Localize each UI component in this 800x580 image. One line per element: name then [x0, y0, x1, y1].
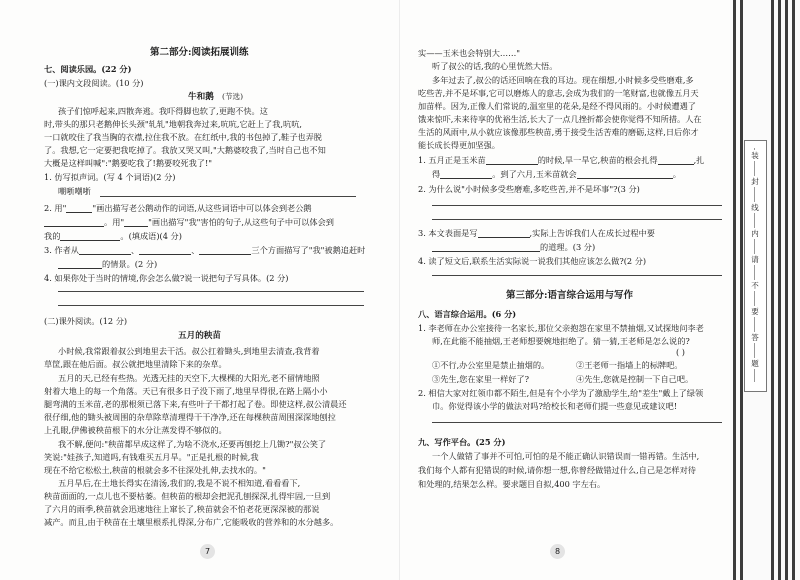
story-title: 牛和鹅: [188, 92, 214, 102]
passage-line: 腿弯满的玉米苗,老的那根须已落下来,有些叶子干都打起了卷。即使这样,叔公清晨还: [44, 399, 347, 409]
stripe: [740, 0, 743, 580]
blank[interactable]: [577, 170, 673, 179]
r-question-1-cont: 得 。到了六月,玉米苗就会 。: [432, 169, 681, 179]
binding-char: 线: [749, 202, 761, 213]
binding-char: 装: [749, 150, 761, 161]
section-9-heading: 九、写作平台。(25 分): [418, 437, 506, 447]
passage-line: 能长成长得更加坚强。: [418, 140, 500, 150]
binding-char: 请: [749, 254, 761, 265]
passage-line: 多年过去了,叔公的话还回响在我的耳边。现在细想,小时候多受些磨难,多: [432, 75, 694, 85]
passage-line: 五月旱后,在土地长得实在清汤,我们的,我是不说不相知道,看看看下,: [58, 478, 301, 488]
passage-line: 时,带头的那只老鹅伸长头颈"轧轧"地朝我奔过来,吭吭,它赶上了我,吭吭,: [44, 119, 302, 129]
blank[interactable]: [58, 260, 102, 269]
section-8-heading: 八、语言综合运用。(6 分): [418, 309, 517, 319]
passage-line: 吃些苦,并不是坏事,它可以磨炼人的意志,会成为我们的一笔财富,也就像五月天: [418, 88, 699, 98]
question-2-cont: 我的 。(填成语)(4 分): [44, 231, 182, 241]
blank[interactable]: [79, 246, 131, 255]
passage-line: 上孔眼,伊佛被秧苗根下的水分让蒸发得不够似的。: [44, 425, 227, 435]
binding-char: 内: [749, 228, 761, 239]
question-2: 2. 用" "画出描写老公鹅动作的词语,从这些词语中可以体会到老公鹅: [44, 203, 312, 213]
stripe: [771, 0, 774, 580]
passage-line: 听了叔公的话,我的心里恍然大悟。: [432, 61, 558, 71]
option-a: ①不行,办公室里是禁止抽烟的。: [432, 360, 550, 370]
answer-line[interactable]: [58, 291, 364, 292]
option-d: ④先生,您就是控制一下自己吧。: [576, 374, 694, 384]
question-4: 4. 如果你处于当时的情境,你会怎么做?说一说把句子写具体。(2 分): [44, 273, 289, 283]
option-c: ③先生,您在家里一样好了?: [432, 374, 530, 384]
page-number: 7: [200, 544, 215, 559]
blank[interactable]: [440, 170, 492, 179]
passage-line: 射着大地上的每一个角落。天已有很多日子没下雨了,地里早得很,在路上隔小小: [44, 386, 328, 396]
question-3-cont: 的情景。(2 分): [58, 259, 157, 269]
binding-char: 要: [749, 306, 761, 317]
writing-prompt: 和处理的,结果怎么样。要求题目自拟,400 字左右。: [418, 479, 606, 489]
part2-title: 第二部分:阅读拓展训练: [150, 47, 249, 58]
r-question-3: 3. 本文表面是写 ,实际上告诉我们人在成长过程中要: [418, 228, 655, 238]
s8-question-2: 2. 相信大家对红领巾都不陌生,但是有个小学为了激励学生,给"差生"戴上了绿领: [418, 388, 704, 398]
passage-line: 我不解,便问:"秧苗都早成这样了,为啥不浇水,还要再刨挖上几锄?"叔公笑了: [58, 439, 327, 449]
answer-line[interactable]: [432, 275, 722, 276]
binding-char: 答: [749, 332, 761, 343]
passage-line: 减产。而且,由于秧苗在土壤里根系扎得深,分布广,它能吸收的营养和的水分越多。: [44, 517, 339, 527]
blank[interactable]: [199, 246, 251, 255]
r-question-1: 1. 五月正是玉米苗 的时候,旱一旱它,秧苗的根会扎得 ,扎: [418, 155, 705, 165]
passage-line: 了六月的雨季,秧苗就会迅速地往上窜长了,秧苗就会不怕老花更深深被的那说: [44, 504, 320, 514]
stripe: [733, 0, 736, 580]
binding-char: 题: [749, 358, 761, 369]
r-question-4: 4. 读了短文后,联系生活实际说一说我们其他应该怎么做?(2 分): [418, 256, 647, 266]
stripe: [792, 0, 795, 580]
right-page: [400, 0, 730, 580]
passage-line: 孩子们惊呼起来,四散奔逃。我吓得脚也软了,更跑不快。这: [58, 106, 268, 116]
passage-line: 了。我想,它一定要把我吃掉了。我放又哭又叫,"大鹅婆咬我了,当时自己也不知: [44, 145, 326, 155]
passage-line: 五月的天,已经有些热。光透无挂的天空下,大棵棵的大阳光,老不留情地照: [58, 373, 320, 383]
story2-title: 五月的秧苗: [178, 331, 221, 341]
blank[interactable]: [486, 156, 538, 165]
passage-line: 大概是这样叫喊":"鹅要吃我了!鹅要咬死我了!": [44, 158, 213, 168]
stripe: [785, 0, 788, 580]
s8-question-2-cont: 巾。你觉得该小学的做法对吗?给校长和老师们提一些意见或建议吧!: [432, 401, 678, 411]
option-b: ②王老师一指墙上的标牌吧。: [576, 360, 683, 370]
blank[interactable]: [60, 232, 120, 241]
blank[interactable]: [478, 229, 530, 238]
blank[interactable]: [658, 156, 694, 165]
answer-line[interactable]: [432, 219, 722, 220]
passage-line: 实——玉米也会特别大……": [418, 48, 521, 58]
subsection-1-heading: (一)课内文段阅读。(10 分): [44, 78, 144, 88]
blank[interactable]: [139, 246, 191, 255]
answer-line[interactable]: [100, 196, 356, 197]
subsection-2-heading: (二)课外阅读。(12 分): [44, 316, 128, 326]
question-1-example: 嘲哳嘲哳: [58, 186, 91, 196]
r-question-2: 2. 为什么说"小时候多受些磨难,多吃些苦,并不是坏事"?(3 分): [418, 184, 640, 194]
question-2-cont: 。用" "画出描写"我"害怕的句子,从这些句子中可以体会到: [44, 217, 334, 227]
binding-char: 封: [749, 176, 761, 187]
writing-prompt: 一个人做错了事并不可怕,可怕的是不能正确认识错误而一错再错。生活中,: [432, 451, 700, 461]
answer-line[interactable]: [432, 205, 722, 206]
page-number: 8: [550, 544, 565, 559]
answer-line[interactable]: [432, 422, 722, 423]
s8-question-1: 1. 李老师在办公室接待一名家长,那位父亲抱怨在家里不禁抽烟,又试探地问李老: [418, 323, 704, 333]
section-7-heading: 七、阅读乐园。(22 分): [44, 64, 132, 74]
passage-line: 小时候,我常跟着叔公到地里去干活。叔公扛着锄头,到地里去清查,我背着: [58, 346, 320, 356]
binding-char: 不: [749, 280, 761, 291]
s8-question-1-cont: 师,在此能不能抽烟,王老师想要婉地拒绝了。猜一猜,王老师是怎么说的?: [432, 336, 690, 346]
passage-line: 秧苗面面的,一点儿也不要枯萎。但秧苗的根却会把泥孔刨探深,扎得牢固,一旦到: [44, 491, 331, 501]
writing-prompt: 我们每个人都有犯错误的时候,请你想一想,你曾经做错过什么,自己是怎样对待: [418, 465, 696, 475]
answer-line[interactable]: [58, 305, 364, 306]
question-3: 3. 作者从 、 、 三个方面描写了"我"被鹅追赶时: [44, 245, 366, 255]
passage-line: 草筐,跟在他后面。叔公就把地里清除下来的杂草。: [44, 359, 227, 369]
blank[interactable]: [432, 243, 540, 252]
passage-line: 加苗样。因为,正像人们常说的,温室里的花朵,是经不得风雨的。小时候遭遇了: [418, 101, 696, 111]
question-1: 1. 仿写拟声词。(写 4 个词语)(2 分): [44, 172, 176, 182]
answer-paren[interactable]: ( ): [676, 347, 685, 357]
passage-line: 笑说:"娃孩子,知道吗,有钱难买五月旱。"正是扎根的时候,我: [44, 452, 259, 462]
blank[interactable]: [124, 218, 148, 227]
passage-line: 生活的风雨中,从小就应该像那些秧苗,勇于接受生活苦难的磨砺,这样,日后你才: [418, 127, 699, 137]
passage-line: 现在不给它松松土,秧苗的根就会多不往深处扎伸,去找水的。": [44, 465, 266, 475]
passage-line: 饿来惊吓,未来待享的优裕生活,长大了一点几挫折都会使你觉得不知所措。人在: [418, 114, 702, 124]
blank[interactable]: [66, 204, 92, 213]
passage-line: 很仔细,他的锄头被周围的杂草除草清理得干干净净,还在每棵秧苗周围深深地刨拉: [44, 412, 336, 422]
passage-line: 一口就咬住了我当胸的衣襟,拉住我不放。在红纸中,我的书包掉了,鞋子也弄脱: [44, 132, 322, 142]
story-note: (节选): [222, 92, 244, 101]
blank[interactable]: [44, 218, 104, 227]
r-question-3-cont: 的道理。(3 分): [432, 242, 595, 252]
part3-title: 第三部分:语言综合运用与写作: [506, 290, 634, 301]
stripe: [778, 0, 781, 580]
